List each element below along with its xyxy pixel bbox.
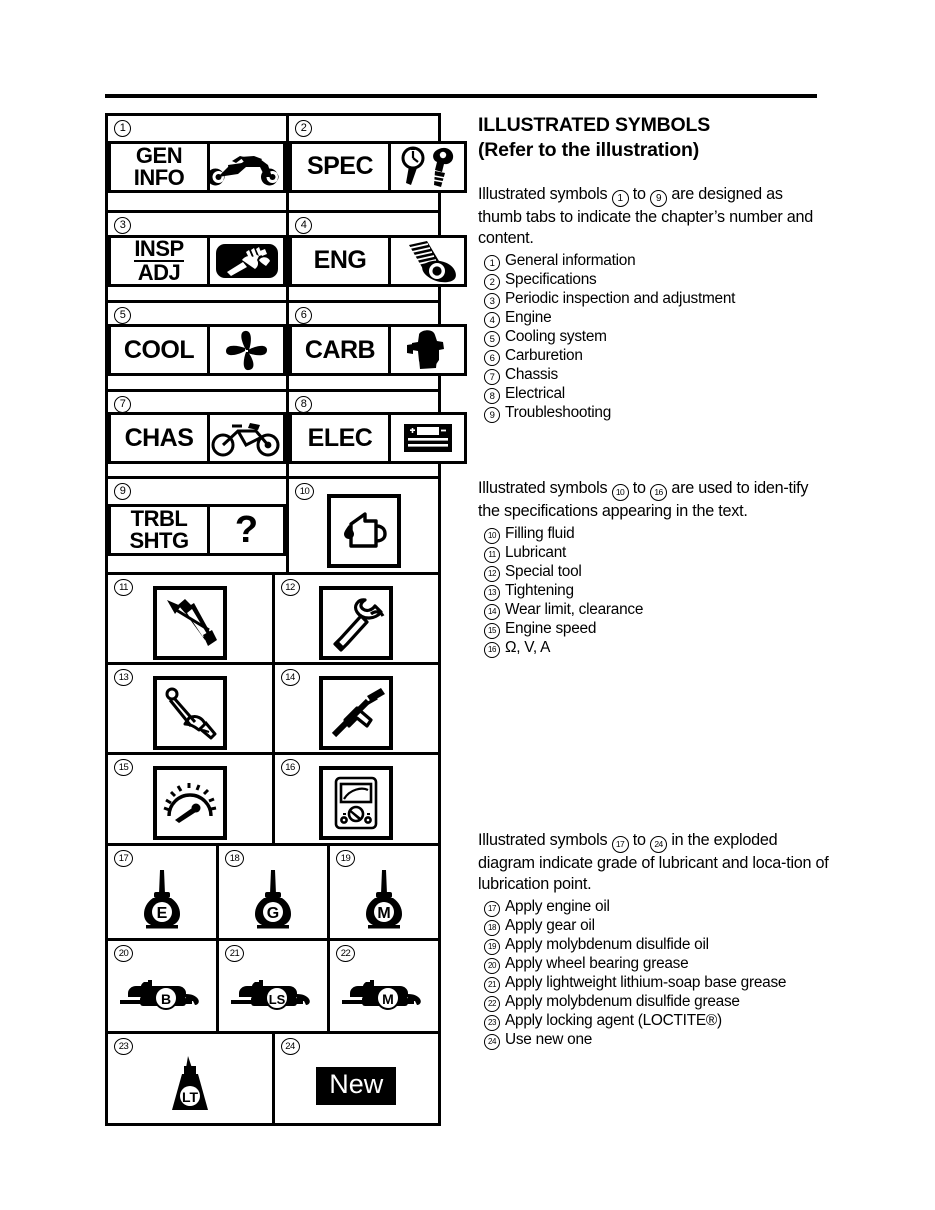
grid-row [108,392,438,479]
symbol-cell-19 [330,846,438,939]
thumb-tab-line1: TRBL [130,505,188,531]
list-item [478,993,830,1012]
symbol-cell-24 [275,1034,439,1123]
thumb-tab-text [292,415,391,461]
item-number: 12 [484,566,500,582]
specification-symbol-list [478,525,828,658]
symbol-number: 1 [114,120,131,137]
symbol-number: 12 [281,579,300,596]
symbol-cell-20 [108,941,219,1031]
item-number: 22 [484,996,500,1012]
inline-symbol-number: 9 [650,190,667,207]
vernier-caliper-icon [319,676,393,750]
paragraph-text-a: Illustrated symbols [478,185,608,204]
grid-row [108,116,438,213]
symbol-number: 14 [281,669,300,686]
inline-symbol-number: 16 [650,484,667,501]
item-number: 6 [484,350,500,366]
list-item [478,582,828,601]
symbol-cell-7 [108,392,289,476]
symbol-cell-23 [108,1034,275,1123]
list-item [478,544,828,563]
symbol-cell-15 [108,755,275,843]
paragraph-text-mid: to [632,831,646,849]
grid-row [108,479,438,575]
grid-row [108,303,438,392]
item-label: Special tool [505,563,582,581]
list-item [478,898,830,917]
inline-symbol-number: 17 [612,836,629,853]
symbol-cell-6 [289,303,467,389]
symbol-number: 13 [114,669,133,686]
page-title-line2: (Refer to the illustration) [478,138,700,161]
item-number: 2 [484,274,500,290]
list-item [478,955,830,974]
thumb-tab-line1: COOL [123,335,195,364]
symbol-number: 22 [336,945,355,962]
symbol-number: 8 [295,396,312,413]
thumb-tab [289,324,467,376]
symbol-cell-18 [219,846,330,939]
thumb-tab [108,324,286,376]
thumb-tab [289,235,467,287]
item-number: 16 [484,642,500,658]
thumb-tab-text [111,327,210,373]
thumb-tab-line1: CARB [304,335,376,364]
symbol-number: 5 [114,307,131,324]
question-mark-glyph: ? [234,508,259,551]
illustrated-symbols-section [478,113,828,423]
thumb-tab [108,141,286,193]
list-item [478,252,828,271]
grid-row [108,665,438,755]
symbol-cell-10 [289,479,438,572]
motorcycle-icon [210,144,284,190]
symbol-number: 4 [295,217,312,234]
symbol-number: 15 [114,759,133,776]
item-number: 11 [484,547,500,563]
inline-symbol-number: 1 [612,190,629,207]
item-label: Apply locking agent (LOCTITE®) [505,1012,722,1030]
header-rule [105,94,817,98]
oil-can-drop-icon [327,494,401,568]
thumb-tab-text [111,507,210,553]
list-item [478,1031,830,1050]
paragraph-text-a: Illustrated symbols [478,831,608,849]
symbol-number: 19 [336,850,355,867]
thumb-tab-line1: CHAS [124,423,194,452]
symbol-number: 3 [114,217,131,234]
grease-gun-letter-icon [225,974,321,1016]
item-number: 7 [484,369,500,385]
item-number: 1 [484,255,500,271]
battery-icon [391,415,464,461]
thumb-tab [289,412,467,464]
symbol-number: 23 [114,1038,133,1055]
symbol-number: 17 [114,850,133,867]
thumb-tab-text [292,238,391,284]
special-tool-icon [319,586,393,660]
item-label: Carburetion [505,347,583,365]
list-item [478,328,828,347]
tachometer-icon [153,766,227,840]
grease-gun-letter-icon [336,974,432,1016]
carburetor-icon [391,327,464,373]
symbol-cell-9 [108,479,289,572]
inline-symbol-number: 10 [612,484,629,501]
symbol-cell-17 [108,846,219,939]
symbol-cell-12 [275,575,439,662]
item-label: Apply lightweight lithium-soap base grease [505,974,787,992]
fan-icon [210,327,283,373]
item-number: 13 [484,585,500,601]
item-number: 17 [484,901,500,917]
list-item [478,271,828,290]
symbol-cell-3 [108,213,289,301]
list-item [478,347,828,366]
thumb-tab-text [292,327,391,373]
symbol-number: 9 [114,483,131,500]
item-label: Filling fluid [505,525,575,543]
oiler-letter: M [377,905,391,923]
list-item [478,974,830,993]
page-title-line1: ILLUSTRATED SYMBOLS [478,114,710,136]
item-label: General information [505,252,636,270]
list-item [478,936,830,955]
symbol-number: 6 [295,307,312,324]
multimeter-icon [319,766,393,840]
thumb-tab [108,504,286,556]
item-label: Apply engine oil [505,898,610,916]
item-number: 5 [484,331,500,347]
item-number: 9 [484,407,500,423]
grease-letter: M [382,991,394,1008]
illustrated-symbols-grid [105,113,441,1126]
list-item [478,525,828,544]
symbol-cell-11 [108,575,275,662]
item-label: Chassis [505,366,558,384]
item-number: 10 [484,528,500,544]
paragraph-text-mid: to [632,479,646,497]
list-item [478,290,828,309]
item-label: Apply molybdenum disulfide grease [505,993,740,1011]
paragraph-text-b: are designed as thumb tabs to indicate the chapter’s number and content. [478,185,814,248]
thumb-tab-line1: SPEC [306,152,374,181]
lubricant-symbol-list [478,898,830,1050]
symbol-number: 20 [114,945,133,962]
oiler-bottle-icon [136,868,188,930]
paragraph-text-b: are used to iden-tify the specifications appearing in the text. [478,479,809,521]
item-number: 14 [484,604,500,620]
item-number: 20 [484,958,500,974]
list-item [478,620,828,639]
thumb-tab-text [111,415,210,461]
item-label: Troubleshooting [505,404,612,422]
item-label: Apply molybdenum disulfide oil [505,936,709,954]
grease-gun-icon [153,586,227,660]
dial-gauge-micrometer-icon [391,144,464,190]
item-label: Apply gear oil [505,917,595,935]
symbol-number: 21 [225,945,244,962]
symbol-number: 18 [225,850,244,867]
symbol-cell-2 [289,116,467,210]
intro-paragraph-1 [478,184,828,249]
item-label: Engine [505,309,552,327]
new-label-icon: New [316,1067,396,1105]
locking-agent-bottle-icon [162,1054,218,1116]
thumb-tab-text [111,235,210,285]
item-label: Electrical [505,385,565,403]
symbol-number: 7 [114,396,131,413]
thumb-tab [108,412,286,464]
thumb-tab-line1: GEN [135,142,183,168]
list-item [478,601,828,620]
list-item [478,1012,830,1031]
thumb-tab-line2: ADJ [137,259,181,285]
thumb-tab-line1: ELEC [307,423,373,452]
list-item [478,366,828,385]
symbol-cell-1 [108,116,289,210]
item-number: 21 [484,977,500,993]
paragraph-text-b: in the exploded diagram indicate grade of lubricant and loca-tion of lubrication point. [478,831,829,894]
item-number: 18 [484,920,500,936]
specification-symbols-section [478,478,828,658]
item-label: Ω, V, A [505,639,551,657]
list-item [478,563,828,582]
item-label: Use new one [505,1031,593,1049]
oiler-bottle-icon [247,868,299,930]
symbol-number: 2 [295,120,312,137]
item-number: 24 [484,1034,500,1050]
grid-row [108,575,438,665]
item-label: Engine speed [505,620,597,638]
grease-letter: B [160,991,172,1008]
item-number: 15 [484,623,500,639]
piston-icon [391,238,464,284]
symbol-number: 11 [114,579,133,596]
item-number: 4 [484,312,500,328]
thumb-tab-text [111,144,210,190]
intro-paragraph-3 [478,830,830,895]
item-label: Cooling system [505,328,607,346]
list-item [478,309,828,328]
grid-row [108,941,438,1034]
inline-symbol-number: 24 [650,836,667,853]
grid-row [108,1034,438,1123]
item-number: 23 [484,1015,500,1031]
oiler-letter: G [266,905,280,923]
thumb-tab-line2: INFO [133,164,185,190]
thumb-tab [289,141,467,193]
chapter-symbol-list [478,252,828,423]
grid-row [108,213,438,304]
item-number: 8 [484,388,500,404]
item-label: Apply wheel bearing grease [505,955,689,973]
list-item [478,639,828,658]
list-item [478,385,828,404]
item-number: 19 [484,939,500,955]
item-label: Lubricant [505,544,567,562]
paragraph-text-a: Illustrated symbols [478,479,608,497]
grease-letter: LS [268,992,286,1008]
item-label: Periodic inspection and adjustment [505,290,736,308]
thumb-tab-line1: ENG [313,246,367,275]
thumb-tab-text [292,144,391,190]
lubricant-symbols-section [478,830,830,1050]
grid-row [108,846,438,942]
list-item [478,917,830,936]
question-mark-icon [210,507,283,553]
symbol-cell-8 [289,392,467,476]
intro-paragraph-2 [478,478,828,522]
grease-gun-letter-icon [114,974,210,1016]
symbol-cell-5 [108,303,289,389]
thumb-tab-line1: INSP [134,235,184,261]
item-number: 3 [484,293,500,309]
grid-row [108,755,438,846]
symbol-cell-14 [275,665,439,752]
item-label: Specifications [505,271,597,289]
symbol-cell-22 [330,941,438,1031]
symbol-cell-13 [108,665,275,752]
paragraph-text-mid: to [632,185,646,204]
symbol-cell-4 [289,213,467,301]
torque-wrench-icon [153,676,227,750]
bike-frame-icon [210,415,284,461]
symbol-cell-16 [275,755,439,843]
item-label: Wear limit, clearance [505,601,644,619]
symbol-number: 16 [281,759,300,776]
page-title [478,113,828,162]
symbol-number: 10 [295,483,314,500]
oiler-bottle-icon [358,868,410,930]
bottle-letter: LT [181,1088,198,1105]
item-label: Tightening [505,582,574,600]
symbol-cell-21 [219,941,330,1031]
oiler-letter: E [156,905,168,923]
thumb-tab [108,235,286,287]
list-item [478,404,828,423]
thumb-tab-line2: SHTG [129,527,189,553]
symbol-number: 24 [281,1038,300,1055]
hand-wrench-icon [210,238,283,284]
